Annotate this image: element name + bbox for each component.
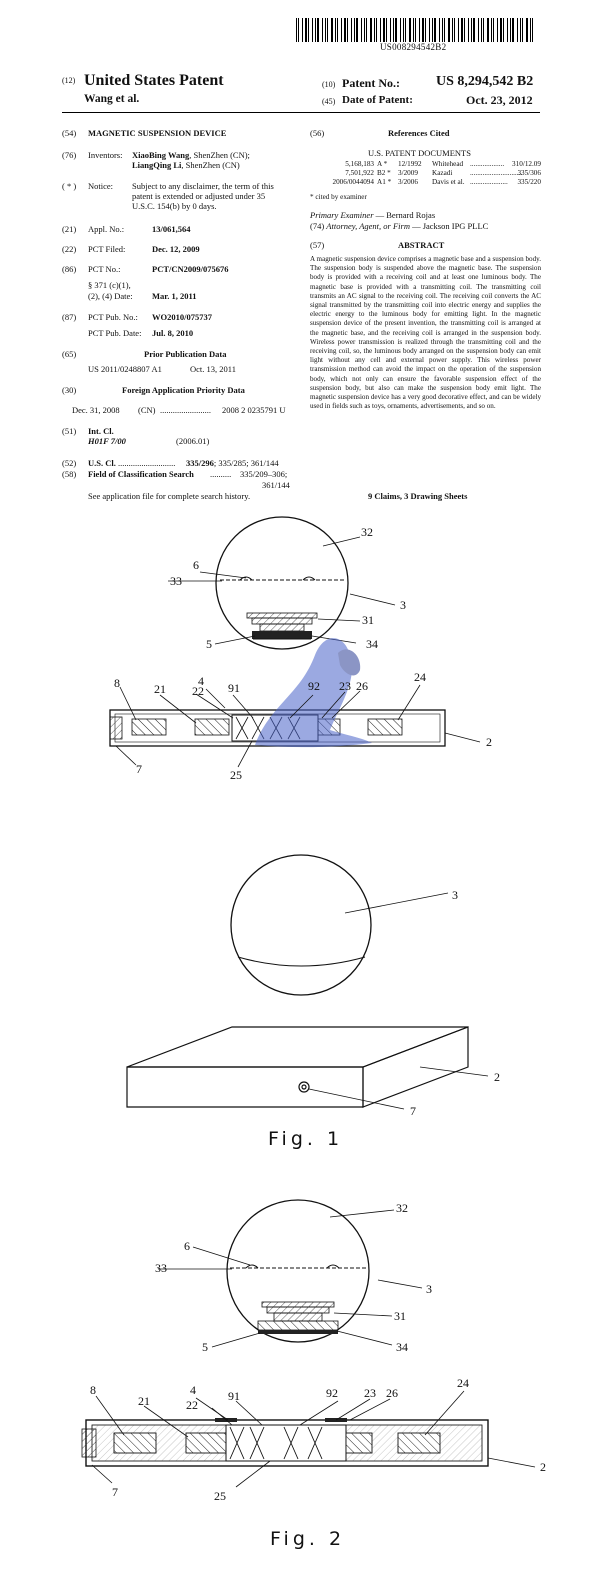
fig2-label-92: 92 bbox=[326, 1386, 338, 1400]
foreign-no: 2008 2 0235791 U bbox=[222, 405, 286, 415]
barcode-bar bbox=[327, 18, 328, 42]
appl-label: Appl. No.: bbox=[88, 224, 125, 234]
notice-code: ( * ) bbox=[62, 181, 77, 191]
fig2-label-5: 5 bbox=[202, 1340, 208, 1354]
pct-no-label: PCT No.: bbox=[88, 264, 121, 274]
foreign-code: (30) bbox=[62, 385, 77, 395]
barcode-bar bbox=[448, 18, 450, 42]
barcode-bar bbox=[503, 18, 504, 42]
barcode-bar bbox=[403, 18, 404, 42]
barcode-bar bbox=[335, 18, 336, 42]
fig1-label-23: 23 bbox=[339, 679, 351, 693]
barcode-bar bbox=[415, 18, 416, 42]
barcode-bar bbox=[522, 18, 523, 42]
fig1-label-8: 8 bbox=[114, 676, 120, 690]
fig2-label-23: 23 bbox=[364, 1386, 376, 1400]
fig2-label-8: 8 bbox=[90, 1383, 96, 1397]
patent-barcode bbox=[296, 18, 541, 42]
fig2-caption: Fig. 2 bbox=[270, 1528, 346, 1550]
refs-heading: References Cited bbox=[388, 128, 450, 138]
fig2-label-33: 33 bbox=[155, 1261, 167, 1275]
fig1-base-perspective bbox=[127, 1027, 488, 1109]
patent-no-label: Patent No.: bbox=[342, 76, 400, 90]
barcode-bar bbox=[374, 18, 375, 42]
barcode-bar bbox=[517, 18, 518, 42]
s371-label-2: (2), (4) Date: bbox=[88, 291, 133, 301]
barcode-bar bbox=[356, 18, 358, 42]
fig1-label-6: 6 bbox=[193, 558, 199, 572]
fig2-label-32: 32 bbox=[396, 1201, 408, 1215]
patent-drawings bbox=[0, 505, 607, 1580]
fig2-label-22: 22 bbox=[186, 1398, 198, 1412]
title-code: (54) bbox=[62, 128, 77, 138]
fig1-label-5: 5 bbox=[206, 637, 212, 651]
barcode-bar bbox=[452, 18, 453, 42]
uscl-rest: ; 335/285; 361/144 bbox=[213, 458, 279, 468]
barcode-bar bbox=[461, 18, 463, 42]
barcode-bar bbox=[344, 18, 346, 42]
fig1-label-31: 31 bbox=[362, 613, 374, 627]
intcl-class: H01F 7/00 bbox=[88, 436, 126, 446]
fig1-label-32: 32 bbox=[361, 525, 373, 539]
barcode-bar bbox=[419, 18, 420, 42]
fig1-label-2a: 2 bbox=[486, 735, 492, 749]
fig2-label-6: 6 bbox=[184, 1239, 190, 1253]
barcode-bar bbox=[413, 18, 414, 42]
doc-type: United States Patent bbox=[84, 72, 224, 89]
barcode-bar bbox=[380, 18, 381, 42]
header-rule bbox=[62, 112, 540, 113]
barcode-bar bbox=[478, 18, 479, 42]
fig1-label-34: 34 bbox=[366, 637, 378, 651]
uscl-dots: ........................... bbox=[118, 458, 176, 468]
barcode-bar bbox=[317, 18, 319, 42]
barcode-bar bbox=[361, 18, 362, 42]
barcode-bar bbox=[337, 18, 338, 42]
abstract-code: (57) bbox=[310, 240, 325, 250]
barcode-bar bbox=[507, 18, 508, 42]
uscl-code: (52) bbox=[62, 458, 77, 468]
fig2-label-3: 3 bbox=[426, 1282, 432, 1296]
fig2-label-91: 91 bbox=[228, 1389, 240, 1403]
authors: Wang et al. bbox=[84, 93, 140, 105]
fig2-label-25: 25 bbox=[214, 1489, 226, 1503]
barcode-bar bbox=[331, 18, 333, 42]
pct-no: PCT/CN2009/075676 bbox=[152, 264, 229, 274]
pub-date: Jul. 8, 2010 bbox=[152, 328, 194, 338]
barcode-bar bbox=[393, 18, 394, 42]
pub-date-label: PCT Pub. Date: bbox=[88, 328, 142, 338]
ref-dots: ................... bbox=[470, 160, 505, 168]
date-label: Date of Patent: bbox=[342, 94, 413, 106]
abstract-text: A magnetic suspension device comprises a magnetic base and a suspension body. The suspension body is suspended above the magnetic base. The suspension body is provided with a receiving coil and at least one luminous body. The magnetic base is provided with a transmitting coil. The transmitting coil transmits an AC signal to the receiving coil. The receiving coil converts the AC signal transmitted by the transmitting coil into electric energy and supplies the electric energy to the luminous body for emitting light. In the magnetic suspension device of the present invention, the transmitting coil is arranged at the magnetic base, and the receiving coil is arranged in the suspension body. Wireless power transmission is realized through the transmitting coil and the receiving coil, so, the luminous body arranged on the suspension body can emit light without any cell and external power supply. This wireless power transmission method can avoid the impact on the operation of the suspension body, which not only can ensure the favorable suspension effect of the suspension body, but also can make the suspension body emit light. The magnetic suspension device has a very good decorative effect, and can be widely used in fields such as toys, ornaments, advertisements, and so on. bbox=[310, 255, 541, 411]
barcode-bar bbox=[464, 18, 465, 42]
ref-kind: B2 * bbox=[377, 169, 391, 177]
ref-kind: A * bbox=[377, 160, 388, 168]
barcode-bar bbox=[386, 18, 387, 42]
fig1-label-7b: 7 bbox=[410, 1104, 416, 1118]
ref-kind: A1 * bbox=[377, 178, 392, 186]
ref-date: 3/2009 bbox=[398, 169, 418, 177]
fig1-label-3a: 3 bbox=[400, 598, 406, 612]
barcode-bar bbox=[312, 18, 313, 42]
barcode-bar bbox=[491, 18, 492, 42]
barcode-bar bbox=[444, 18, 445, 42]
ref-name: Davis et al. bbox=[432, 178, 465, 186]
inventor-1-loc: , ShenZhen (CN); bbox=[189, 150, 250, 160]
ref-dots: ..................... bbox=[470, 178, 508, 186]
intcl-year: (2006.01) bbox=[176, 436, 210, 446]
inventors-label: Inventors: bbox=[88, 150, 123, 160]
barcode-bar bbox=[454, 18, 455, 42]
s371-label-1: § 371 (c)(1), bbox=[88, 280, 131, 290]
fig1-label-4: 4 bbox=[198, 674, 204, 688]
fig1-label-24: 24 bbox=[414, 670, 426, 684]
inventor-2-name: LiangQing Li bbox=[132, 160, 182, 170]
fig1-label-33: 33 bbox=[170, 574, 182, 588]
ref-date: 12/1992 bbox=[398, 160, 422, 168]
fig2-label-7: 7 bbox=[112, 1485, 118, 1499]
intcl-label: Int. Cl. bbox=[88, 426, 114, 436]
pct-no-code: (86) bbox=[62, 264, 77, 274]
barcode-bar bbox=[442, 18, 443, 42]
barcode-bar bbox=[471, 18, 472, 42]
uscl-label: U.S. Cl. bbox=[88, 458, 116, 468]
fig1-label-92: 92 bbox=[308, 679, 320, 693]
abstract-heading: ABSTRACT bbox=[398, 240, 445, 250]
pub-no: WO2010/075737 bbox=[152, 312, 212, 322]
field-dots: .......... bbox=[210, 469, 232, 479]
cited-note: * cited by examiner bbox=[310, 193, 367, 201]
barcode-bar bbox=[530, 18, 531, 42]
barcode-bar bbox=[532, 18, 533, 42]
barcode-bar bbox=[354, 18, 355, 42]
barcode-bar bbox=[409, 18, 411, 42]
barcode-bar bbox=[370, 18, 372, 42]
fig2-label-31: 31 bbox=[394, 1309, 406, 1323]
notice-label: Notice: bbox=[88, 181, 114, 191]
fig1-label-3b: 3 bbox=[452, 888, 458, 902]
inventor-line-1 bbox=[132, 150, 250, 160]
barcode-bar bbox=[429, 18, 430, 42]
ref-name: Whitehead bbox=[432, 160, 464, 168]
barcode-bar bbox=[366, 18, 367, 42]
pub-no-label: PCT Pub. No.: bbox=[88, 312, 138, 322]
barcode-bar bbox=[487, 18, 489, 42]
pct-filed: Dec. 12, 2009 bbox=[152, 244, 200, 254]
prior-no: US 2011/0248807 A1 bbox=[88, 364, 162, 374]
inventor-2-loc: , ShenZhen (CN) bbox=[181, 160, 240, 170]
barcode-bar bbox=[305, 18, 307, 42]
barcode-bar bbox=[400, 18, 401, 42]
foreign-date: Dec. 31, 2008 bbox=[72, 405, 120, 415]
field-val-1: 335/209–306; bbox=[240, 469, 288, 479]
fig2-label-4: 4 bbox=[190, 1383, 196, 1397]
inventor-line-2 bbox=[132, 160, 240, 170]
pub-code: (87) bbox=[62, 312, 77, 322]
fig1-label-22: 22 bbox=[192, 684, 204, 698]
fig1-label-2b: 2 bbox=[494, 1070, 500, 1084]
ref-no: 5,168,183 bbox=[345, 160, 374, 168]
barcode-bar bbox=[500, 18, 502, 42]
notice-text-3: U.S.C. 154(b) by 0 days. bbox=[132, 201, 217, 211]
attorney-line bbox=[310, 221, 488, 231]
attorney-label: Attorney, Agent, or Firm bbox=[326, 221, 410, 231]
fig1-label-21: 21 bbox=[154, 682, 166, 696]
see-app: See application file for complete search history. bbox=[88, 491, 251, 501]
ref-cls: 335/220 bbox=[517, 178, 541, 186]
field-code: (58) bbox=[62, 469, 77, 479]
ref-cls: 335/306 bbox=[517, 169, 541, 177]
patent-title: MAGNETIC SUSPENSION DEVICE bbox=[88, 128, 227, 138]
fig2-label-34: 34 bbox=[396, 1340, 408, 1354]
barcode-bar bbox=[526, 18, 528, 42]
inventors-code: (76) bbox=[62, 150, 77, 160]
prior-heading: Prior Publication Data bbox=[144, 349, 227, 359]
barcode-bar bbox=[322, 18, 323, 42]
foreign-heading: Foreign Application Priority Data bbox=[122, 385, 245, 395]
code-10: (10) bbox=[322, 80, 336, 89]
pct-filed-code: (22) bbox=[62, 244, 77, 254]
barcode-bar bbox=[439, 18, 440, 42]
examiner-label: Primary Examiner bbox=[310, 210, 374, 220]
ref-name: Kazadi bbox=[432, 169, 453, 177]
fig1-sphere-perspective bbox=[231, 855, 448, 995]
foreign-dots: ........................ bbox=[160, 405, 211, 415]
appl-code: (21) bbox=[62, 224, 77, 234]
barcode-bar bbox=[468, 18, 469, 42]
patent-no: US 8,294,542 B2 bbox=[436, 74, 534, 89]
ref-no: 7,501,922 bbox=[345, 169, 374, 177]
fig1-label-25: 25 bbox=[230, 768, 242, 782]
barcode-bar bbox=[425, 18, 426, 42]
fig2-suspension-body-section bbox=[227, 1200, 369, 1342]
ref-no: 2006/0044094 bbox=[332, 178, 374, 186]
ref-dots: ............................. bbox=[470, 169, 523, 177]
pct-filed-label: PCT Filed: bbox=[88, 244, 126, 254]
barcode-bar bbox=[510, 18, 511, 42]
notice-text-2: patent is extended or adjusted under 35 bbox=[132, 191, 266, 201]
barcode-bar bbox=[395, 18, 397, 42]
us-docs-heading: U.S. PATENT DOCUMENTS bbox=[368, 148, 471, 158]
barcode-bar bbox=[308, 18, 309, 42]
barcode-bar bbox=[390, 18, 391, 42]
barcode-bar bbox=[434, 18, 436, 42]
barcode-bar bbox=[376, 18, 377, 42]
barcode-bar bbox=[325, 18, 326, 42]
fig1-label-26: 26 bbox=[356, 679, 368, 693]
fig2-label-24: 24 bbox=[457, 1376, 469, 1390]
fig1-caption: Fig. 1 bbox=[268, 1128, 344, 1150]
prior-date: Oct. 13, 2011 bbox=[190, 364, 236, 374]
inventor-1-name: XiaoBing Wang bbox=[132, 150, 190, 160]
barcode-bar bbox=[302, 18, 303, 42]
barcode-bar bbox=[432, 18, 433, 42]
ref-date: 3/2006 bbox=[398, 178, 418, 186]
barcode-bar bbox=[481, 18, 482, 42]
attorney-name: — Jackson IPG PLLC bbox=[409, 221, 489, 231]
notice-text-1: Subject to any disclaimer, the term of this bbox=[132, 181, 274, 191]
prior-code: (65) bbox=[62, 349, 77, 359]
barcode-bar bbox=[520, 18, 521, 42]
fig2-label-21: 21 bbox=[138, 1394, 150, 1408]
fig2-magnetic-base-section bbox=[82, 1418, 488, 1466]
patent-date: Oct. 23, 2012 bbox=[466, 93, 533, 107]
code-45: (45) bbox=[322, 97, 336, 106]
appl-no: 13/061,564 bbox=[152, 224, 191, 234]
barcode-bar bbox=[497, 18, 498, 42]
barcode-bar bbox=[351, 18, 352, 42]
fig1-suspension-body-section bbox=[216, 517, 348, 649]
attorney-code: (74) bbox=[310, 221, 325, 231]
refs-code: (56) bbox=[310, 128, 325, 138]
barcode-bar bbox=[347, 18, 348, 42]
barcode-bar bbox=[405, 18, 406, 42]
barcode-bar bbox=[493, 18, 494, 42]
barcode-bar bbox=[458, 18, 459, 42]
barcode-bar bbox=[296, 18, 297, 42]
fig1-label-7a: 7 bbox=[136, 762, 142, 776]
barcode-bar bbox=[383, 18, 385, 42]
barcode-bar bbox=[341, 18, 342, 42]
barcode-number: US008294542B2 bbox=[380, 42, 447, 52]
fig2-label-2: 2 bbox=[540, 1460, 546, 1474]
barcode-bar bbox=[483, 18, 484, 42]
barcode-bar bbox=[364, 18, 365, 42]
examiner-name: — Bernard Rojas bbox=[373, 210, 436, 220]
intcl-code: (51) bbox=[62, 426, 77, 436]
claims-line: 9 Claims, 3 Drawing Sheets bbox=[368, 491, 468, 501]
field-label: Field of Classification Search bbox=[88, 469, 194, 479]
barcode-bar bbox=[473, 18, 475, 42]
fig2-label-26: 26 bbox=[386, 1386, 398, 1400]
ref-cls: 310/12.09 bbox=[512, 160, 541, 168]
examiner-line bbox=[310, 210, 435, 220]
foreign-country: (CN) bbox=[138, 405, 156, 415]
code-12: (12) bbox=[62, 76, 76, 85]
barcode-bar bbox=[422, 18, 424, 42]
barcode-bar bbox=[315, 18, 316, 42]
barcode-bar bbox=[298, 18, 299, 42]
uscl-value bbox=[186, 458, 279, 468]
barcode-bar bbox=[512, 18, 514, 42]
s371-date: Mar. 1, 2011 bbox=[152, 291, 197, 301]
fig1-label-91: 91 bbox=[228, 681, 240, 695]
uscl-main: 335/296 bbox=[186, 458, 214, 468]
field-val-2: 361/144 bbox=[262, 480, 290, 490]
